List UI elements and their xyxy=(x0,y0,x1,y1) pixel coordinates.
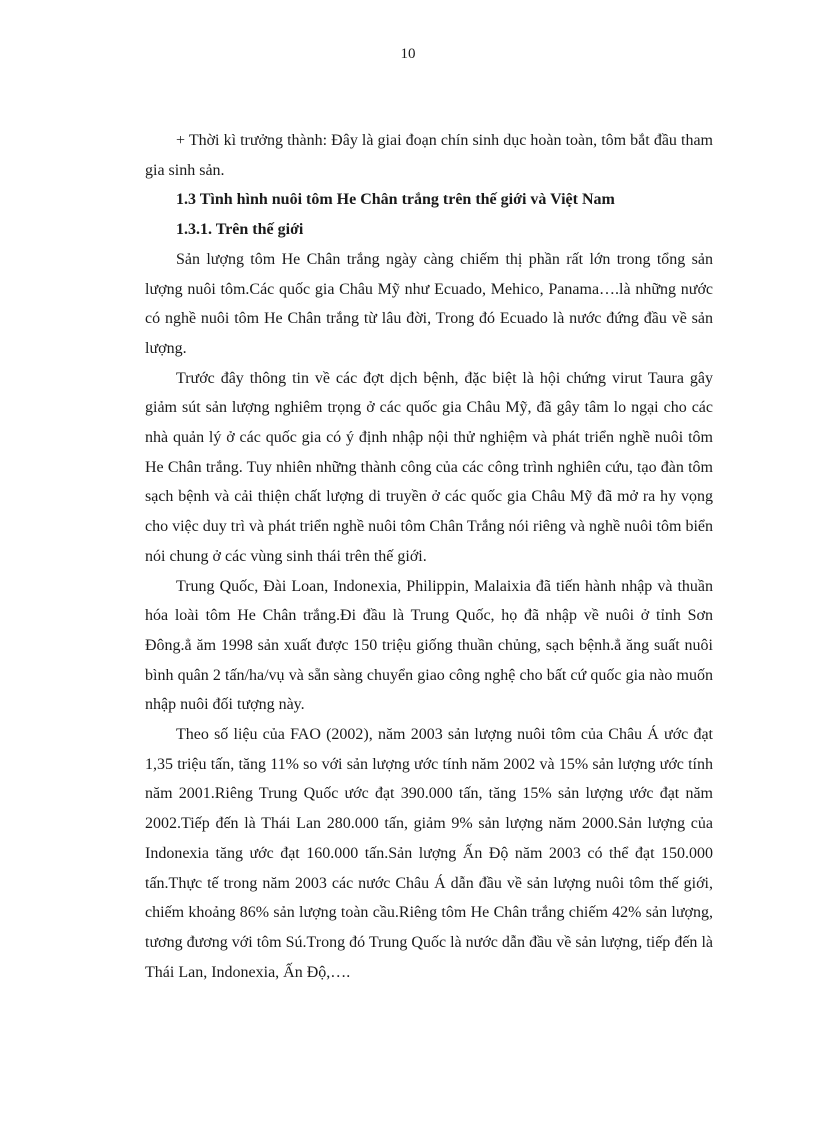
bullet-maturity-stage: + Thời kì trưởng thành: Đây là giai đoạn chín sinh dục hoàn toàn, tôm bắt đầu tham gia sinh sản. xyxy=(145,132,713,179)
paragraph-world-production: Sản lượng tôm He Chân trắng ngày càng chiếm thị phần rất lớn trong tổng sản lượng nuôi tôm.Các quốc gia Châu Mỹ như Ecuado, Mehico, Panama….là những nước có nghề nuôi tôm He Chân trắng từ lâu đời, Trong đó Ecuado là nước đứng đầu về sản lượng. xyxy=(145,250,713,357)
subsection-heading-1-3-1: 1.3.1. Trên thế giới xyxy=(176,221,304,239)
page-number: 10 xyxy=(400,46,416,62)
paragraph-disease-history: Trước đây thông tin về các đợt dịch bệnh, đặc biệt là hội chứng virut Taura gây giảm sút sản lượng nghiêm trọng ở các quốc gia Châu Mỹ, đã gây tâm lo ngại cho các nhà quản lý ở các quốc gia có ý định nhập nội thử nghiệm và phát triển nghề nuôi tôm He Chân trắng. Tuy nhiên những thành công của các công trình nghiên cứu, tạo đàn tôm sạch bệnh và cải thiện chất lượng di truyền ở các quốc gia Châu Mỹ đã mở ra hy vọng cho việc duy trì và phát triển nghề nuôi tôm Chân Trắng nói riêng và nghề nuôi tôm biển nói chung ở các vùng sinh thái trên thế giới. xyxy=(145,369,713,565)
paragraph-asia-import: Trung Quốc, Đài Loan, Indonexia, Philippin, Malaixia đã tiến hành nhập và thuần hóa loài tôm He Chân trắng.Đi đầu là Trung Quốc, họ đã nhập về nuôi ở tỉnh Sơn Đông.ẳ ăm 1998 sản xuất được 150 triệu giống thuần chủng, sạch bệnh.ẳ ăng suất nuôi bình quân 2 tấn/ha/vụ và sẵn sàng chuyển giao công nghệ cho bất cứ quốc gia nào muốn nhập nuôi đối tượng này. xyxy=(145,577,713,714)
section-heading-1-3: 1.3 Tình hình nuôi tôm He Chân trắng trên thế giới và Việt Nam xyxy=(176,191,615,209)
paragraph-fao-statistics: Theo số liệu của FAO (2002), năm 2003 sản lượng nuôi tôm của Châu Á ước đạt 1,35 triệu tấn, tăng 11% so với sản lượng ước tính năm 2002 và 15% sản lượng ước tính năm 2001.Riêng Trung Quốc ước đạt 390.000 tấn, tăng 15% sản lượng ước đạt năm 2002.Tiếp đến là Thái Lan 280.000 tấn, giảm 9% sản lượng năm 2000.Sản lượng của Indonexia tăng ước đạt 160.000 tấn.Sản lượng Ấn Độ năm 2003 có thể đạt 150.000 tấn.Thực tế trong năm 2003 các nước Châu Á dẫn đầu về sản lượng nuôi tôm thế giới, chiếm khoảng 86% sản lượng toàn cầu.Riêng tôm He Chân trắng chiếm 42% sản lượng, tương đương với tôm Sú.Trong đó Trung Quốc là nước dẫn đầu về sản lượng, tiếp đến là Thái Lan, Indonexia, Ấn Độ,…. xyxy=(145,726,713,981)
document-body xyxy=(145,126,713,987)
